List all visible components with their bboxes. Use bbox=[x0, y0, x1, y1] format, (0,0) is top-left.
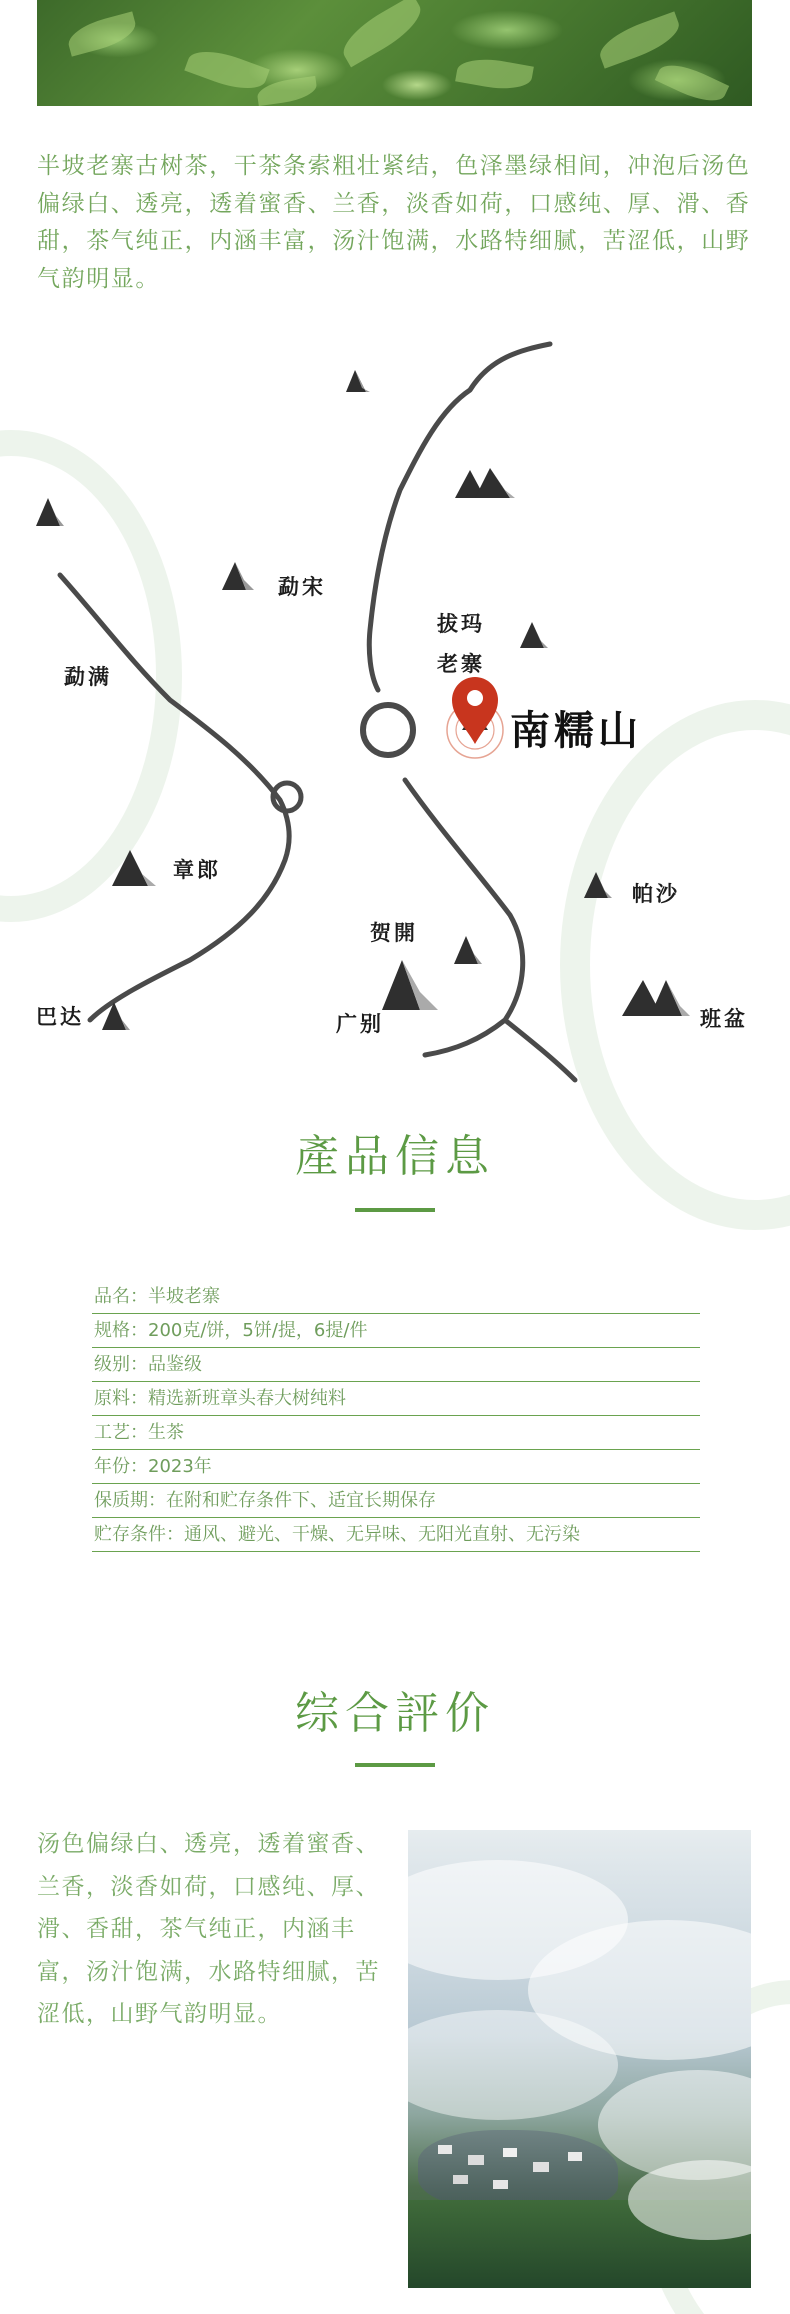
map-label-pasha: 帕沙 bbox=[632, 881, 680, 906]
intro-paragraph: 半坡老寨古树茶，干茶条索粗壮紧结，色泽墨绿相间，冲泡后汤色偏绿白、透亮，透着蜜香、兰香，淡香如荷，口感纯、厚、滑、香甜，茶气纯正，内涵丰富，汤汁饱满，水路特细腻，苦涩低，山野气韵明显。 bbox=[37, 153, 751, 292]
map-ring-center bbox=[363, 705, 413, 755]
info-row-storage: 贮存条件：通风、避光、干燥、无异味、无阳光直射、无污染 bbox=[92, 1518, 700, 1552]
map-road-south bbox=[405, 780, 575, 1080]
map-label-bama-line1: 拔玛 bbox=[437, 611, 485, 636]
info-row-craft: 工艺：生茶 bbox=[92, 1416, 700, 1450]
tea-leaves-photo bbox=[37, 0, 752, 106]
location-pin-icon bbox=[447, 677, 503, 758]
mountain-icon-3 bbox=[36, 498, 64, 526]
mountain-icon-5 bbox=[520, 622, 548, 648]
mountain-icon-9 bbox=[382, 960, 438, 1010]
map-label-bada: 巴达 bbox=[36, 1004, 84, 1029]
map-label-banpen: 班盆 bbox=[700, 1006, 748, 1031]
mountain-icon-8 bbox=[454, 936, 482, 964]
map-label-zhanglang: 章郎 bbox=[173, 857, 221, 882]
map-label-mengsong: 勐宋 bbox=[278, 574, 326, 599]
evaluation-title: 综合評价 bbox=[295, 1688, 495, 1739]
mountain-icon-2 bbox=[455, 468, 515, 498]
info-row-year: 年份：2023年 bbox=[92, 1450, 700, 1484]
misty-village-photo bbox=[408, 1830, 751, 2288]
mountain-icon-6 bbox=[112, 850, 156, 886]
map-label-hekai: 贺開 bbox=[370, 920, 418, 945]
info-row-shelf-life: 保质期：在附和贮存条件下、适宜长期保存 bbox=[92, 1484, 700, 1518]
product-info-list bbox=[92, 1280, 700, 1552]
info-row-spec: 规格：200克/饼，5饼/提，6提/件 bbox=[92, 1314, 700, 1348]
evaluation-title-underline bbox=[355, 1763, 435, 1767]
map-road-north bbox=[369, 344, 550, 690]
mountain-icon-1 bbox=[346, 370, 370, 392]
product-info-title: 產品信息 bbox=[295, 1131, 495, 1182]
info-row-material: 原料：精选新班章头春大树纯料 bbox=[92, 1382, 700, 1416]
map-label-nannuoshan: 南糯山 bbox=[510, 707, 642, 754]
info-row-name: 品名：半坡老寨 bbox=[92, 1280, 700, 1314]
map-label-mengman: 勐满 bbox=[64, 664, 112, 689]
map-label-bama-line2: 老寨 bbox=[437, 651, 485, 676]
mountain-icon-7 bbox=[584, 872, 612, 898]
evaluation-paragraph: 汤色偏绿白、透亮，透着蜜香、兰香，淡香如荷，口感纯、厚、滑、香甜，茶气纯正，内涵丰富，汤汁饱满，水路特细腻，苦涩低，山野气韵明显。 bbox=[37, 1831, 380, 2027]
mountain-icon-4 bbox=[222, 562, 254, 590]
map-road-west bbox=[60, 575, 289, 1020]
tea-region-map bbox=[0, 330, 790, 1100]
product-info-title-underline bbox=[355, 1208, 435, 1212]
map-label-guangbie: 广别 bbox=[336, 1011, 384, 1036]
info-row-grade: 级别：品鉴级 bbox=[92, 1348, 700, 1382]
mountain-icon-10 bbox=[622, 980, 690, 1016]
